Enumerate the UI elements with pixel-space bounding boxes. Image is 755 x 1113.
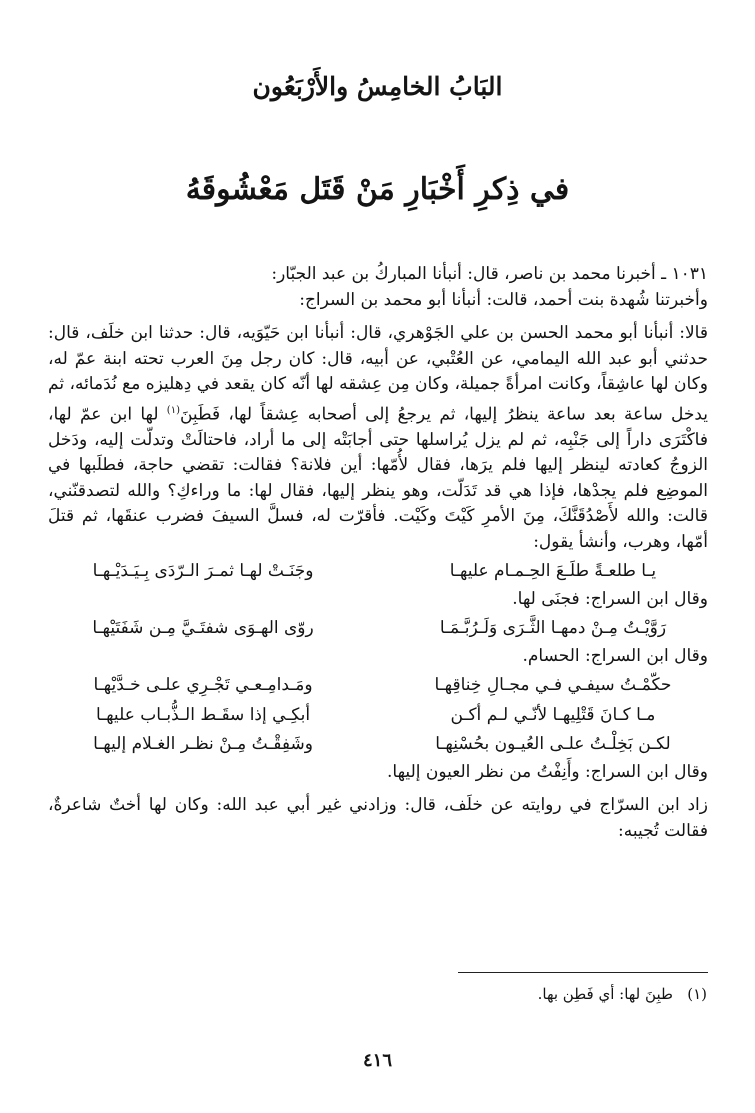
isnad-line-1: ١٠٣١ ـ أخبرنا محمد بن ناصر، قال: أنبأنا المباركُ بن عبد الجبّار: xyxy=(271,264,708,284)
narrative-text-part-1: قالا: أنبأنا أبو محمد الحسن بن علي الجَوْهري، قال: أنبأنا ابن حَيّوَيه، قال: حدثنا ابن خلَف، قال: حدثني أبو عبد الله اليمامي، عن العُتْبي، عن أبيه، قال: كان رجل مِنَ العرب تحته ابنة عمّ له، وكان لها عاشِقاً، وكانت امرأةً جميلة، وكان مِن عِشقه لها أنّه كان يقعد في دِهليزه مع نُدَمائه، ثم يدخل ساعة بعد ساعة ينظرُ إليها، ثم يرجعُ إلى أصحابه عِشقاً لها، فَطَبِنَ xyxy=(48,323,708,425)
main-text xyxy=(48,262,708,844)
verse-hemistich-second: أبكِـي إذا سقَـط الـذُّبـاب عليهـا xyxy=(95,704,311,725)
variant-comment: وقال ابن السراج: وأَنِفْتُ من نظر العيون إليها. xyxy=(387,761,708,782)
footnote-text: طبِنَ لها: أي فَطِن بها. xyxy=(537,985,673,1003)
page-number: ٤١٦ xyxy=(362,1050,392,1071)
poem-verse xyxy=(48,616,708,642)
verse-hemistich-second: ومَـدامِـعـي تَجْـرِي علـى خـدَّيْهـا xyxy=(93,675,313,696)
variant-comment: وقال ابن السراج: فجنَى لها. xyxy=(512,588,708,609)
footnote xyxy=(307,985,707,1003)
poem-verse xyxy=(48,703,708,729)
verse-hemistich-second: وجَنَـتْ لهـا ثمـرَ الـرّدَى بِـيَـدَيْـهـا xyxy=(92,561,314,582)
addition-paragraph: زاد ابن السرّاج في روايته عن خلَف، قال: وزادني غير أبي عبد الله: وكان لها أختٌ شاعرةٌ، فقالت تُجيبه: xyxy=(48,795,708,841)
footnote-marker: (١) xyxy=(687,985,707,1003)
footnote-reference[interactable]: (١) xyxy=(166,404,180,416)
verse-hemistich-first: رَوَّيْـتُ مِـنْ دمهـا الثَّـرَى وَلَـرُبَّـمَـا xyxy=(439,618,667,639)
section-title: في ذِكرِ أَخْبَارِ مَنْ قَتَل مَعْشُوقَهُ xyxy=(185,172,570,207)
verse-hemistich-first: لكـن بَخِلْـتُ علـى العُيـون بحُسْنِهـا xyxy=(435,734,671,755)
poem-verse xyxy=(48,673,708,699)
verse-hemistich-second: روّى الهـوَى شفتَـيَّ مِـن شَفَتَيْهـا xyxy=(92,618,314,639)
narrative-paragraph xyxy=(48,321,708,555)
chapter-title: البَابُ الخامِسُ والأَرْبَعُون xyxy=(252,72,503,101)
poem-verse xyxy=(48,732,708,758)
verse-hemistich-first: يـا طلعـةً طلَـعَ الحِـمـام عليهـا xyxy=(449,561,657,582)
poem-verse xyxy=(48,559,708,585)
footnote-divider xyxy=(458,972,708,973)
verse-hemistich-first: حكّمْـتُ سيفـي فـي مجـالِ خِناقِهـا xyxy=(434,675,672,696)
narrative-text-part-2: لها ابن عمّ لها، فاكْتَرَى داراً إلى جَنْبِه، ثم لم يزل يُراسلها حتى أجابَتْه إلى ما أراد، فاحتالَتْ وتدلّت إليه، ودَخل الزوجُ كعادته لينظر إليها فلم يرَها، فقال لأُمّها: أين فلانة؟ فقالت: تقضي حاجة، فطلَبها في الموضِع فلم يجدْها، فإذا هي قد تَدَلّت، وهو ينظر إليها، فقال لها: ما وراءكِ؟ والله لتصدقنّني، قالت: والله لأَصْدُقَنَّكَ، مِنَ الأمرِ كَيْتَ وكَيْت. فأقرّت له، فسلَّ السيفَ فضرب عنقَها، ثم قتلَ أمّها، وهرب، وأنشأ يقول: xyxy=(48,404,708,552)
isnad-line-2: وأخبرتنا شُهدة بنت أحمد، قالت: أنبأنا أبو محمد بن السراج: xyxy=(299,289,708,310)
variant-comment: وقال ابن السراج: الحسام. xyxy=(522,645,708,666)
verse-hemistich-first: مـا كـانَ قَتْلِيهـا لأنّـي لـم أكـن xyxy=(450,704,656,725)
verse-hemistich-second: وشَفِقْـتُ مِـنْ نظـر الغـلام إليهـا xyxy=(93,734,313,755)
